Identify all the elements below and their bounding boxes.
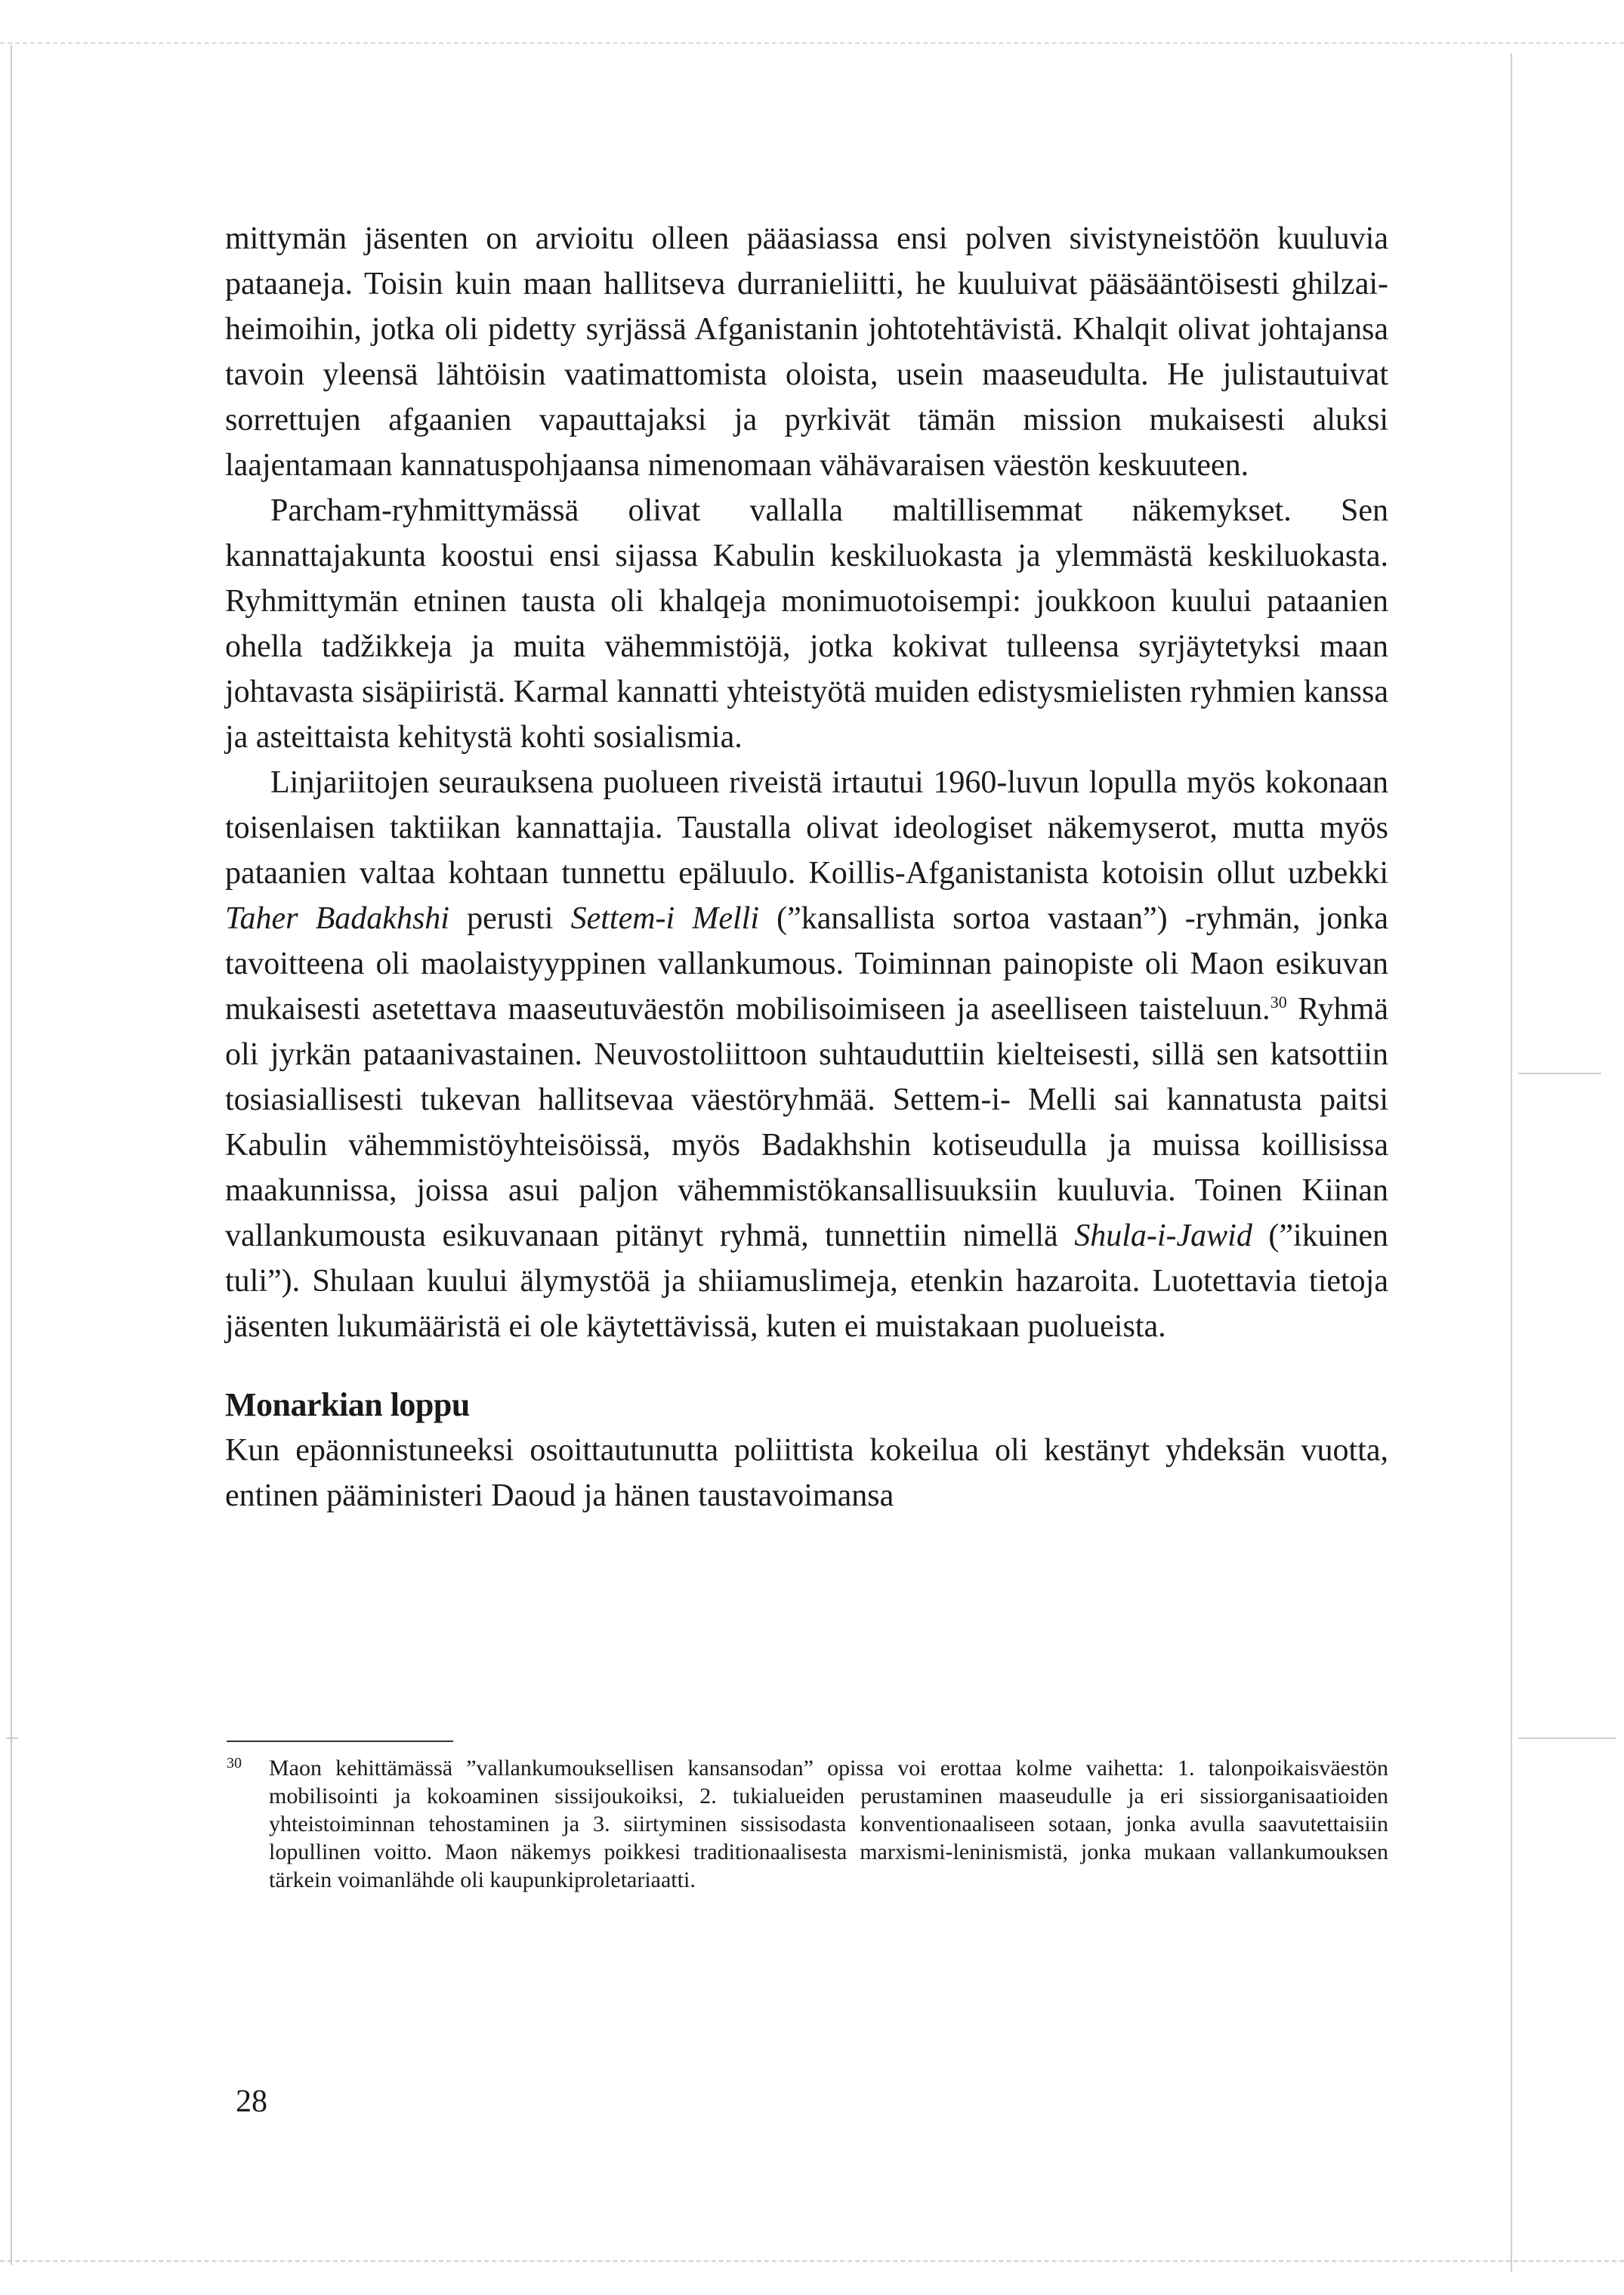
footnote — [227, 1754, 1388, 1894]
text-run: Ryhmä oli jyrkän pataanivastainen. Neuvostoliittoon suhtauduttiin kielteisesti, sillä sen katsottiin tosiasiallisesti tukevan hallitsevaa väestöryhmää. Settem-i- Melli sai kannatusta paitsi Kabulin vähemmistöyhteisöissä, myös Badakhshin kotiseudulla ja muissa koillisissa maakunnissa, joissa asui paljon vähemmistökansallisuuksiin kuuluvia. Toinen Kiinan vallankumousta esikuvanaan pitänyt ryhmä, tunnettiin nimellä — [225, 992, 1388, 1253]
footnote-reference[interactable]: 30 — [1270, 993, 1287, 1012]
footnote-divider — [227, 1741, 453, 1742]
scan-mark — [6, 1737, 18, 1739]
text-run: Linjariitojen seurauksena puolueen riveistä irtautui 1960-luvun lopulla myös kokonaan toisenlaisen taktiikan kannattajia. Taustalla olivat ideologiset näkemyserot, mutta myös pataanien valtaa kohtaan tunnettu epäluulo. Koillis-Afganistanista kotoisin ollut uzbekki — [225, 765, 1388, 891]
scan-mark — [1518, 1737, 1616, 1739]
text-run: (”ikuinen tuli”). Shulaan kuului älymystöä ja shiiamuslimeja, etenkin hazaroita. Luotettavia tietoja jäsenten lukumääristä ei ole käytettävissä, kuten ei muistakaan puolueista. — [225, 1219, 1388, 1344]
footnote-number: 30 — [227, 1755, 242, 1771]
section-heading: Monarkian loppu — [225, 1386, 470, 1423]
scan-edge-top — [0, 42, 1624, 44]
page-number: 28 — [236, 2084, 267, 2119]
italic-name: Shula-i-Jawid — [1074, 1219, 1252, 1253]
italic-name: Settem-i Melli — [570, 901, 759, 936]
text-run: (”kansallista sortoa vastaan”) -ryhmän, jonka tavoitteena oli maolaistyyppinen vallankumous. Toiminnan painopiste oli Maon esikuvan mukaisesti asetettava maaseutuväestön mobilisoimiseen ja aseelliseen taisteluun. — [225, 901, 1388, 1027]
paragraph: Parcham-ryhmittymässä olivat vallalla maltillisemmat näkemykset. Sen kannattajakunta koostui ensi sijassa Kabulin keskiluokasta ja ylemmästä keskiluokasta. Ryhmittymän etninen tausta oli khalqeja monimuotoisempi: joukkoon kuului pataanien ohella tadžikkeja ja muita vähemmistöjä, jotka kokivat tulleensa syrjäytetyksi maan johtavasta sisäpiiristä. Karmal kannatti yhteistyötä muiden edistysmielisten ryhmien kanssa ja asteittaista kehitystä kohti sosialismia. — [225, 493, 1388, 755]
scan-edge-left — [11, 45, 12, 2265]
scan-edge-right — [1511, 53, 1512, 2272]
italic-name: Taher Badakhshi — [225, 901, 449, 936]
paragraph — [225, 760, 1388, 1349]
body-text — [225, 216, 1388, 1518]
footnote-text: Maon kehittämässä ”vallankumouksellisen kansansodan” opissa voi erottaa kolme vaihetta: 1. talonpoikaisväestön mobilisointi ja kokoaminen sissijoukoiksi, 2. tukialueiden perustaminen maaseudulle ja eri sissiorganisaatioiden yhteistoiminnan tehostaminen ja 3. siirtyminen sissisodasta konventionaaliseen sotaan, jonka avulla saavutettaisiin lopullinen voitto. Maon näkemys poikkesi traditionaalisesta marxismi-leninismistä, jonka mukaan vallankumouksen tärkein voimanlähde oli kaupunkiproletariaatti. — [269, 1756, 1388, 1892]
text-run: perusti — [449, 901, 571, 936]
scan-mark — [1518, 1073, 1601, 1074]
scan-edge-bottom — [0, 2260, 1624, 2262]
paragraph: mittymän jäsenten on arvioitu olleen pääasiassa ensi polven sivistyneistöön kuuluvia pataaneja. Toisin kuin maan hallitseva durranieliitti, he kuuluivat pääsääntöisesti ghilzai-heimoihin, jotka oli pidetty syrjässä Afganistanin johtotehtävistä. Khalqit olivat johtajansa tavoin yleensä lähtöisin vaatimattomista oloista, usein maaseudulta. He julistautuivat sorrettujen afgaanien vapauttajaksi ja pyrkivät tämän mission mukaisesti aluksi laajentamaan kannatuspohjaansa nimenomaan vähävaraisen väestön keskuuteen. — [225, 221, 1388, 483]
paragraph: Kun epäonnistuneeksi osoittautunutta poliittista kokeilua oli kestänyt yhdeksän vuotta, entinen pääministeri Daoud ja hänen taustavoimansa — [225, 1433, 1388, 1513]
